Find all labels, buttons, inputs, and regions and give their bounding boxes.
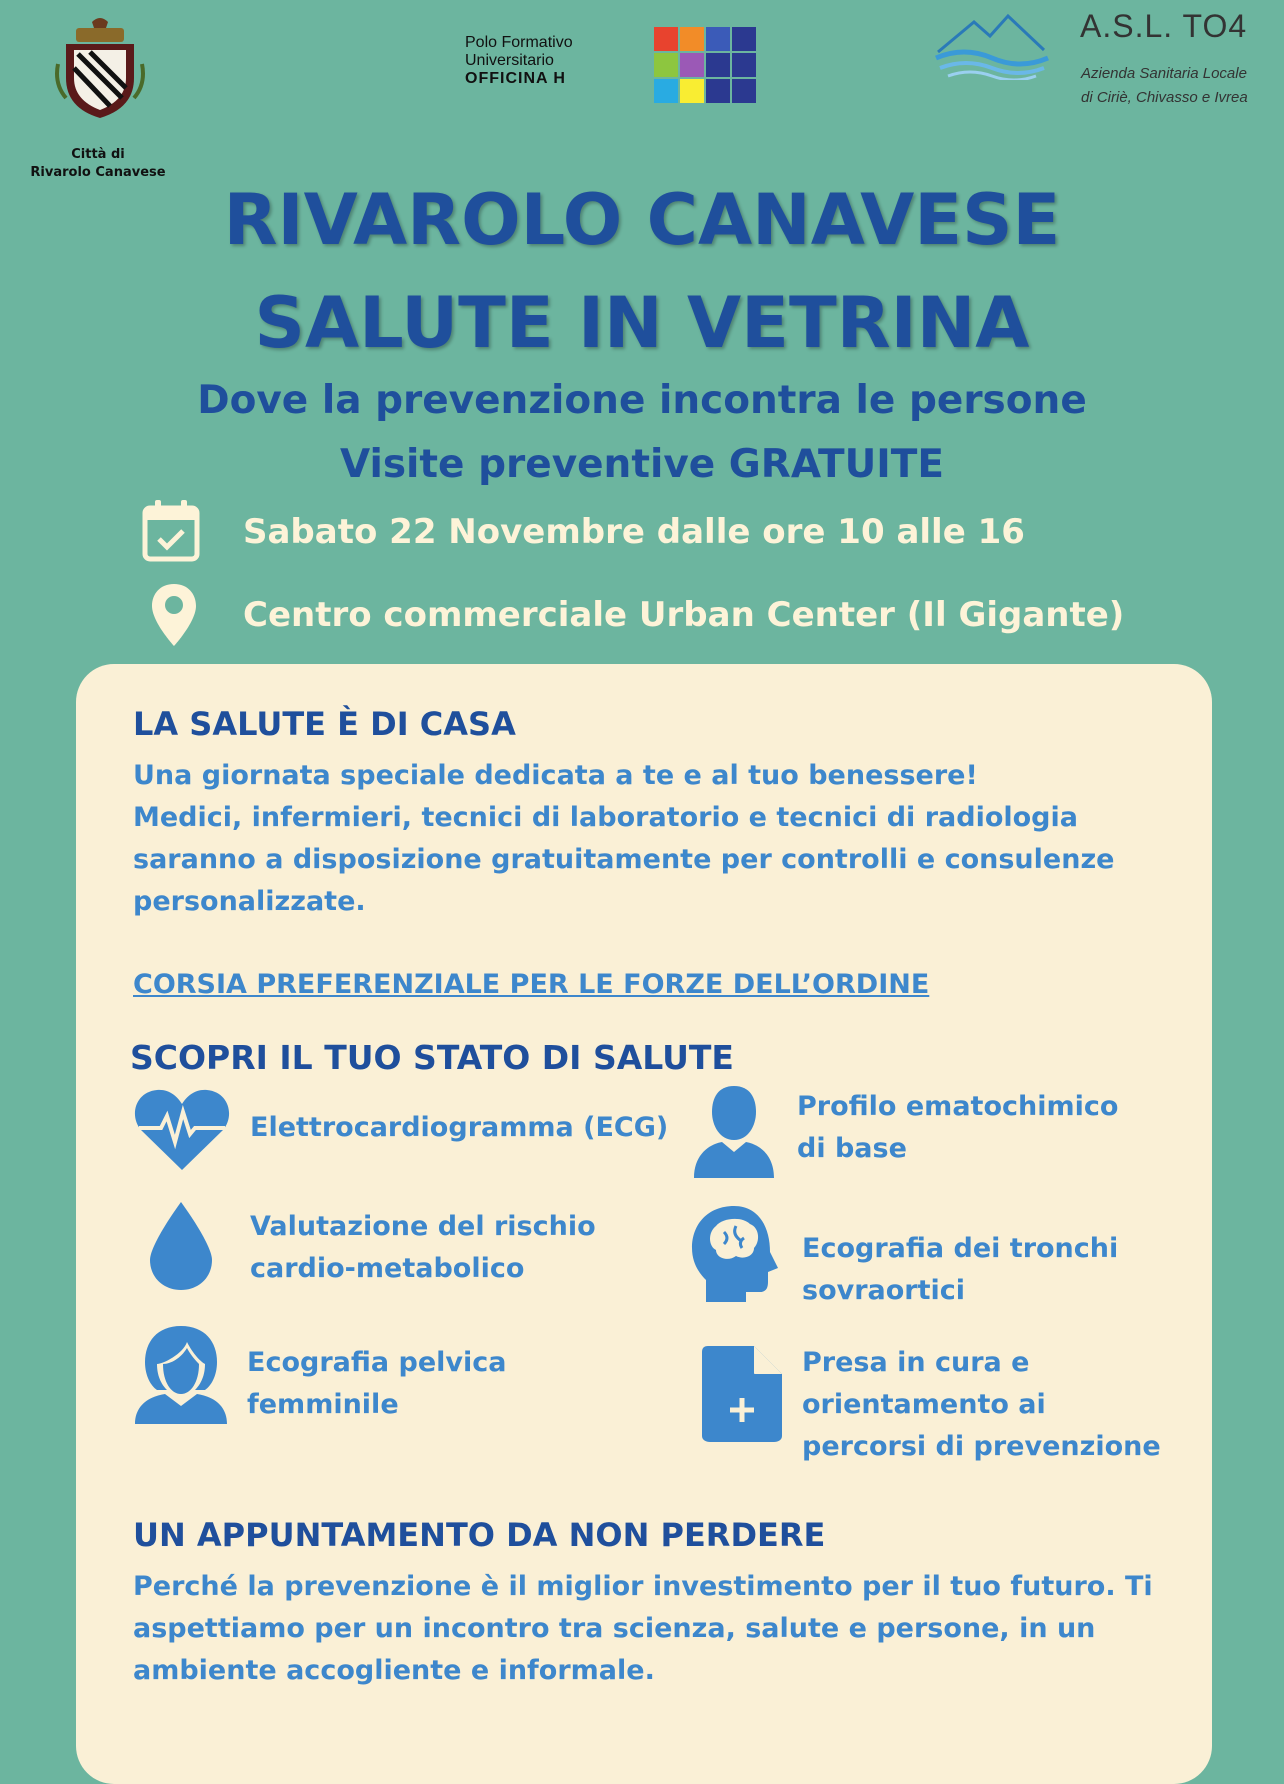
grid-square <box>732 53 756 77</box>
head-brain-icon <box>688 1204 784 1304</box>
city-caption <box>20 146 176 182</box>
section-heading-stato-salute: SCOPRI IL TUO STATO DI SALUTE <box>130 1038 734 1077</box>
subtitle-line-1: Dove la prevenzione incontra le persone <box>197 378 1087 423</box>
service-line: Ecografia dei tronchi <box>802 1233 1119 1264</box>
section-heading-salute-casa: LA SALUTE È DI CASA <box>133 705 516 743</box>
city-caption-line: Città di <box>71 147 125 162</box>
forze-ordine-link[interactable]: CORSIA PREFERENZIALE PER LE FORZE DELL’ORDINE <box>133 969 930 1000</box>
asl-subtitle-line: di Ciriè, Chivasso e Ivrea <box>1081 89 1248 106</box>
person-icon <box>690 1082 778 1178</box>
section-text-salute-casa <box>133 755 1193 923</box>
asl-mountains-logo <box>934 10 1050 80</box>
section-heading-appuntamento: UN APPUNTAMENTO DA NON PERDERE <box>133 1516 826 1554</box>
service-line: Presa in cura e <box>802 1347 1030 1378</box>
asl-subtitle-line: Azienda Sanitaria Locale <box>1081 65 1247 82</box>
service-label-tronchi-sovraortici <box>802 1228 1118 1312</box>
grid-square <box>680 27 704 51</box>
section-text-appuntamento <box>133 1566 1193 1692</box>
asl-title: A.S.L. TO4 <box>1080 8 1248 44</box>
asl-subtitle <box>1081 62 1248 110</box>
grid-square <box>654 27 678 51</box>
text-line: aspettiamo per un incontro tra scienza, salute e persone, in un <box>133 1613 1096 1644</box>
medical-file-icon <box>702 1346 782 1442</box>
text-line: personalizzate. <box>133 886 366 917</box>
polo-line: OFFICINA H <box>465 70 566 87</box>
text-line: ambiente accogliente e informale. <box>133 1655 655 1686</box>
grid-square <box>680 79 704 103</box>
grid-square <box>706 79 730 103</box>
text-line: Una giornata speciale dedicata a te e al tuo benessere! <box>133 760 978 791</box>
service-line: Elettrocardiogramma (ECG) <box>250 1112 669 1143</box>
service-line: femminile <box>247 1389 399 1420</box>
location-pin-icon <box>150 582 198 648</box>
service-label-presa-in-cura <box>802 1342 1161 1468</box>
grid-square <box>706 27 730 51</box>
service-line: Profilo ematochimico <box>797 1091 1119 1122</box>
officina-h-grid-logo <box>653 26 759 104</box>
service-line: Ecografia pelvica <box>247 1347 507 1378</box>
service-label-pelvica <box>247 1342 506 1426</box>
service-label-ecg <box>250 1107 668 1149</box>
grid-square <box>654 79 678 103</box>
grid-square <box>732 27 756 51</box>
service-label-cardio-metabolico <box>250 1206 596 1290</box>
polo-formativo-logo-text <box>465 34 573 88</box>
event-date: Sabato 22 Novembre dalle ore 10 alle 16 <box>243 512 1025 552</box>
service-line: sovraortici <box>802 1275 966 1306</box>
drop-icon <box>148 1200 214 1292</box>
polo-line: Universitario <box>465 52 554 69</box>
city-caption-line: Rivarolo Canavese <box>30 165 166 180</box>
text-line: Perché la prevenzione è il miglior investimento per il tuo futuro. Ti <box>133 1571 1153 1602</box>
subtitle-line-2: Visite preventive GRATUITE <box>339 442 945 487</box>
service-label-ematochimico <box>797 1086 1118 1170</box>
text-line: saranno a disposizione gratuitamente per controlli e consulenze <box>133 844 1115 875</box>
main-title-line-1: RIVAROLO CANAVESE <box>223 179 1061 261</box>
woman-icon <box>133 1324 229 1424</box>
main-title-line-2: SALUTE IN VETRINA <box>254 282 1030 364</box>
grid-square <box>706 53 730 77</box>
service-line: orientamento ai <box>802 1389 1046 1420</box>
grid-square <box>732 79 756 103</box>
service-line: percorsi di prevenzione <box>802 1431 1161 1462</box>
polo-line: Polo Formativo <box>465 34 573 51</box>
calendar-check-icon <box>142 498 200 562</box>
service-line: cardio-metabolico <box>250 1253 525 1284</box>
heart-ecg-icon <box>133 1086 231 1172</box>
service-line: di base <box>797 1133 907 1164</box>
event-place: Centro commerciale Urban Center (Il Gigante) <box>243 595 1125 635</box>
service-line: Valutazione del rischio <box>250 1211 596 1242</box>
text-line: Medici, infermieri, tecnici di laboratorio e tecnici di radiologia <box>133 802 1078 833</box>
grid-square <box>680 53 704 77</box>
grid-square <box>654 53 678 77</box>
city-crest-logo <box>52 14 148 126</box>
